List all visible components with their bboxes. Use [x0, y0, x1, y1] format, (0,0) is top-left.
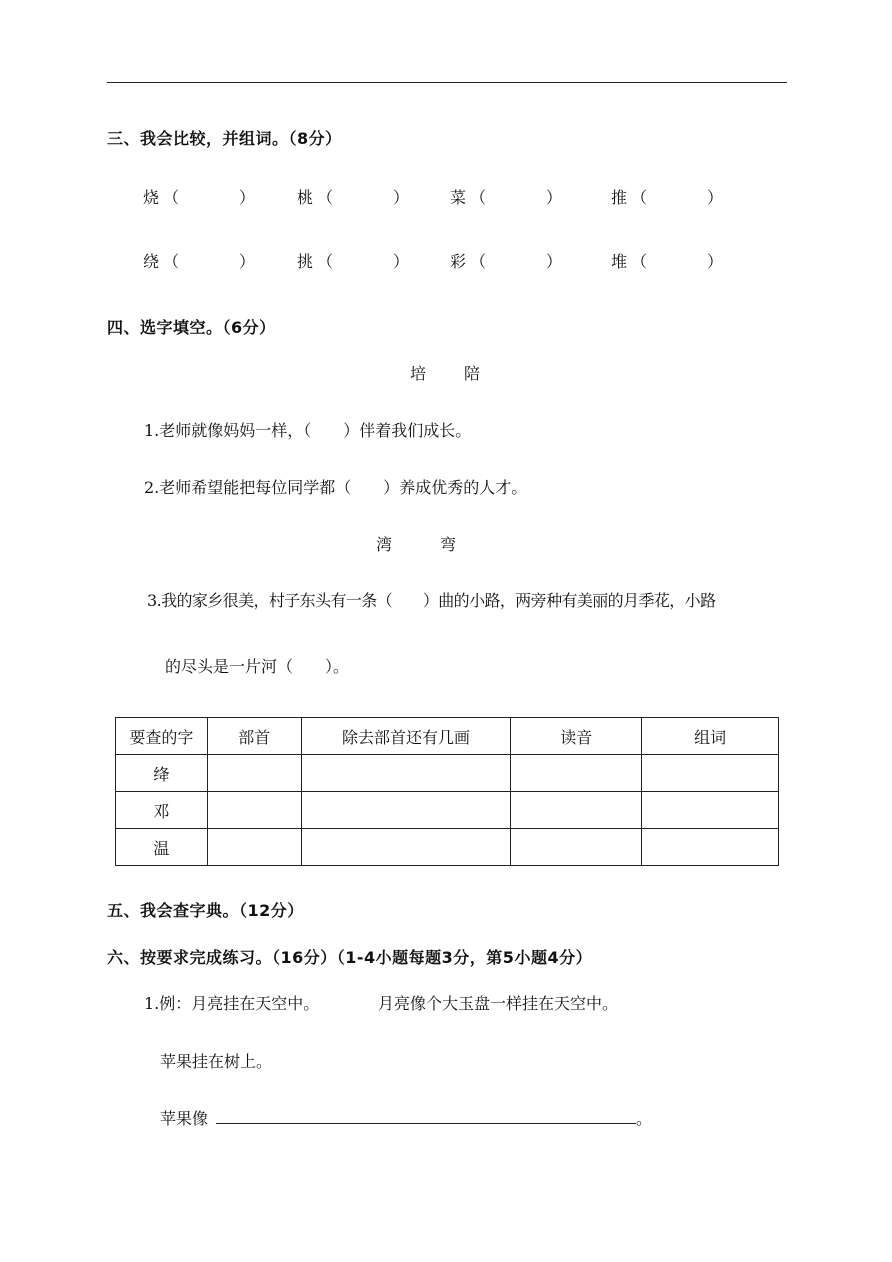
table-row — [116, 829, 779, 866]
answer-cell[interactable] — [642, 829, 779, 866]
lookup-char: 绛 — [116, 755, 208, 792]
answer-prefix: 苹果像 — [160, 1109, 209, 1128]
table-row — [116, 755, 779, 792]
compare-item — [611, 249, 724, 272]
answer-cell[interactable] — [642, 792, 779, 829]
compare-char: 桃 — [297, 188, 314, 207]
open-paren: （ — [631, 188, 648, 207]
section4-heading: 四、选字填空。（6分） — [107, 318, 276, 337]
compare-item — [297, 185, 410, 208]
answer-cell[interactable] — [301, 792, 511, 829]
open-paren: （ — [470, 188, 487, 207]
answer-suffix: 。 — [636, 1109, 653, 1128]
dictionary-table — [115, 717, 779, 866]
compare-item — [143, 249, 256, 272]
answer-cell[interactable] — [511, 755, 642, 792]
choice-char: 陪 — [464, 364, 481, 383]
answer-cell[interactable] — [207, 792, 301, 829]
answer-cell[interactable] — [511, 792, 642, 829]
compare-char: 烧 — [143, 188, 160, 207]
lookup-char: 温 — [116, 829, 208, 866]
table-header: 除去部首还有几画 — [301, 718, 511, 755]
question-2: 2.老师希望能把每位同学都（ ）养成优秀的人才。 — [144, 478, 528, 497]
close-paren: ） — [707, 252, 724, 271]
compare-char: 挑 — [297, 252, 314, 271]
answer-cell[interactable] — [301, 829, 511, 866]
compare-item — [143, 185, 256, 208]
compare-item — [297, 249, 410, 272]
open-paren: （ — [631, 252, 648, 271]
answer-blank-line[interactable] — [216, 1123, 636, 1124]
table-header: 读音 — [511, 718, 642, 755]
choice-char: 弯 — [440, 535, 457, 554]
compare-char: 绕 — [143, 252, 160, 271]
top-rule — [107, 82, 787, 83]
answer-cell[interactable] — [207, 755, 301, 792]
close-paren: ） — [546, 188, 563, 207]
table-row — [116, 792, 779, 829]
table-header: 要查的字 — [116, 718, 208, 755]
section5-heading: 五、我会查字典。（12分） — [107, 901, 304, 920]
answer-cell[interactable] — [207, 829, 301, 866]
table-header: 部首 — [207, 718, 301, 755]
lookup-char: 邓 — [116, 792, 208, 829]
compare-char: 堆 — [611, 252, 628, 271]
close-paren: ） — [239, 252, 256, 271]
close-paren: ） — [393, 188, 410, 207]
compare-char: 菜 — [450, 188, 467, 207]
open-paren: （ — [163, 252, 180, 271]
section3-heading: 三、我会比较，并组词。（8分） — [107, 129, 342, 148]
exercise-prompt: 苹果挂在树上。 — [160, 1052, 273, 1071]
close-paren: ） — [239, 188, 256, 207]
answer-cell[interactable] — [301, 755, 511, 792]
example-answer: 月亮像个大玉盘一样挂在天空中。 — [378, 994, 619, 1013]
choice-char: 培 — [410, 364, 427, 383]
answer-cell[interactable] — [511, 829, 642, 866]
open-paren: （ — [470, 252, 487, 271]
section6-heading: 六、按要求完成练习。（16分）（1-4小题每题3分，第5小题4分） — [107, 948, 593, 967]
question-3-line-2: 的尽头是一片河（ ）。 — [165, 657, 350, 676]
table-header: 组词 — [642, 718, 779, 755]
close-paren: ） — [393, 252, 410, 271]
answer-cell[interactable] — [642, 755, 779, 792]
compare-item — [450, 185, 563, 208]
compare-char: 推 — [611, 188, 628, 207]
open-paren: （ — [317, 252, 334, 271]
close-paren: ） — [707, 188, 724, 207]
example-sentence: 1.例：月亮挂在天空中。 — [144, 994, 320, 1013]
question-3-line-1: 3.我的家乡很美，村子东头有一条（ ）曲的小路，两旁种有美丽的月季花，小路 — [147, 591, 716, 610]
compare-char: 彩 — [450, 252, 467, 271]
compare-item — [611, 185, 724, 208]
question-1: 1.老师就像妈妈一样，（ ）伴着我们成长。 — [144, 421, 472, 440]
open-paren: （ — [317, 188, 334, 207]
close-paren: ） — [546, 252, 563, 271]
choice-char: 湾 — [376, 535, 393, 554]
compare-item — [450, 249, 563, 272]
open-paren: （ — [163, 188, 180, 207]
table-header-row — [116, 718, 779, 755]
